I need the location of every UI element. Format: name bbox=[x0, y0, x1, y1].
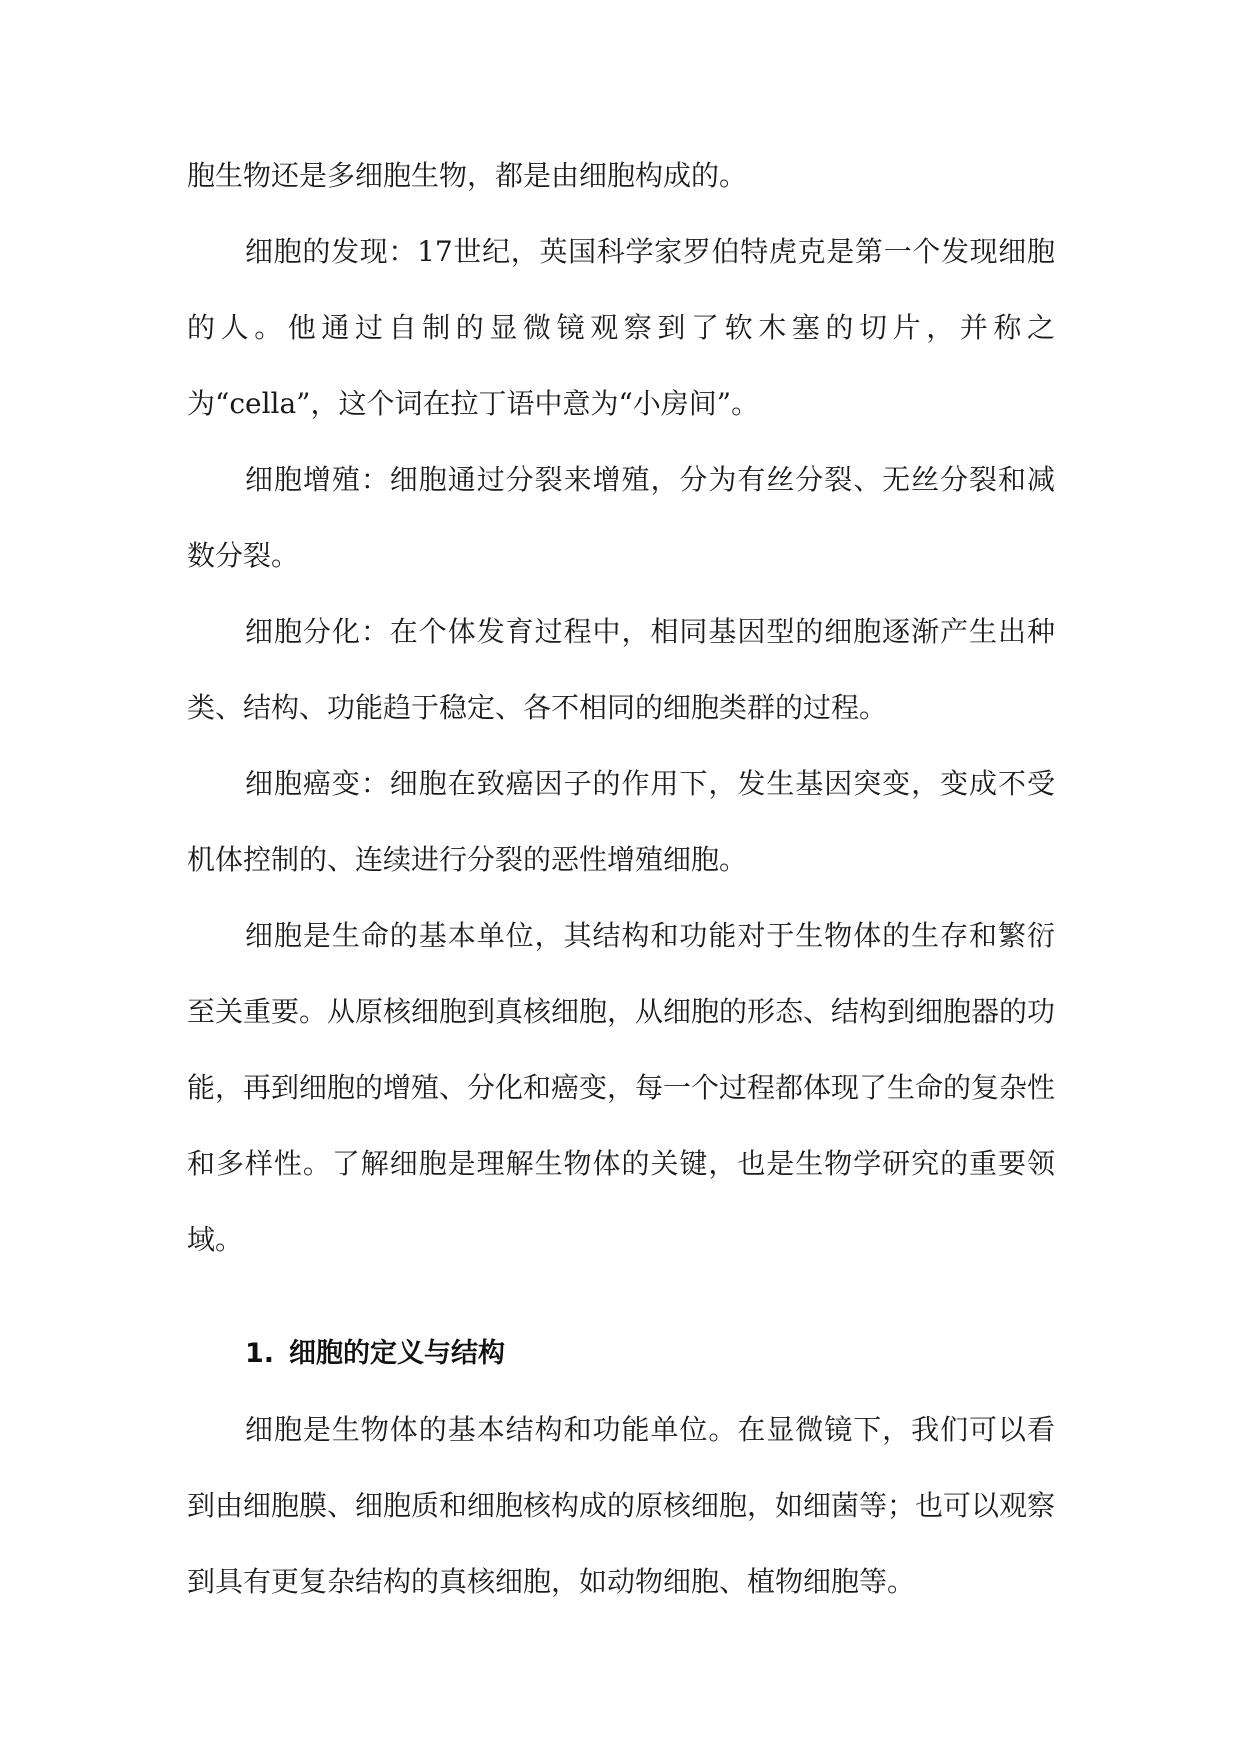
paragraph-summary: 细胞是生命的基本单位，其结构和功能对于生物体的生存和繁衍至关重要。从原核细胞到真核细胞，从细胞的形态、结构到细胞器的功能，再到细胞的增殖、分化和癌变，每一个过程都体现了生命的复杂性和多样性。了解细胞是理解生物体的关键，也是生物学研究的重要领域。 bbox=[187, 919, 1056, 1256]
section-heading bbox=[187, 1316, 1055, 1392]
section-spacer bbox=[187, 1278, 1055, 1316]
paragraph-cell-discovery: 细胞的发现：17世纪，英国科学家罗伯特虎克是第一个发现细胞的人。他通过自制的显微镜观察到了软木塞的切片，并称之为“cella”，这个词在拉丁语中意为“小房间”。 bbox=[187, 235, 1055, 420]
paragraph-cell-definition: 细胞是生物体的基本结构和功能单位。在显微镜下，我们可以看到由细胞膜、细胞质和细胞核构成的原核细胞，如细菌等；也可以观察到具有更复杂结构的真核细胞，如动物细胞、植物细胞等。 bbox=[187, 1413, 1056, 1598]
document-body bbox=[187, 138, 1055, 1620]
section-title: 细胞的定义与结构 bbox=[289, 1338, 505, 1369]
section-number: 1. bbox=[245, 1338, 275, 1369]
paragraph-continuation: 胞生物还是多细胞生物，都是由细胞构成的。 bbox=[187, 159, 748, 192]
paragraph-cell-proliferation: 细胞增殖：细胞通过分裂来增殖，分为有丝分裂、无丝分裂和减数分裂。 bbox=[187, 463, 1055, 572]
paragraph-cell-canceration: 细胞癌变：细胞在致癌因子的作用下，发生基因突变，变成不受机体控制的、连续进行分裂的恶性增殖细胞。 bbox=[187, 767, 1055, 876]
paragraph-cell-differentiation: 细胞分化：在个体发育过程中，相同基因型的细胞逐渐产生出种类、结构、功能趋于稳定、各不相同的细胞类群的过程。 bbox=[187, 615, 1055, 724]
